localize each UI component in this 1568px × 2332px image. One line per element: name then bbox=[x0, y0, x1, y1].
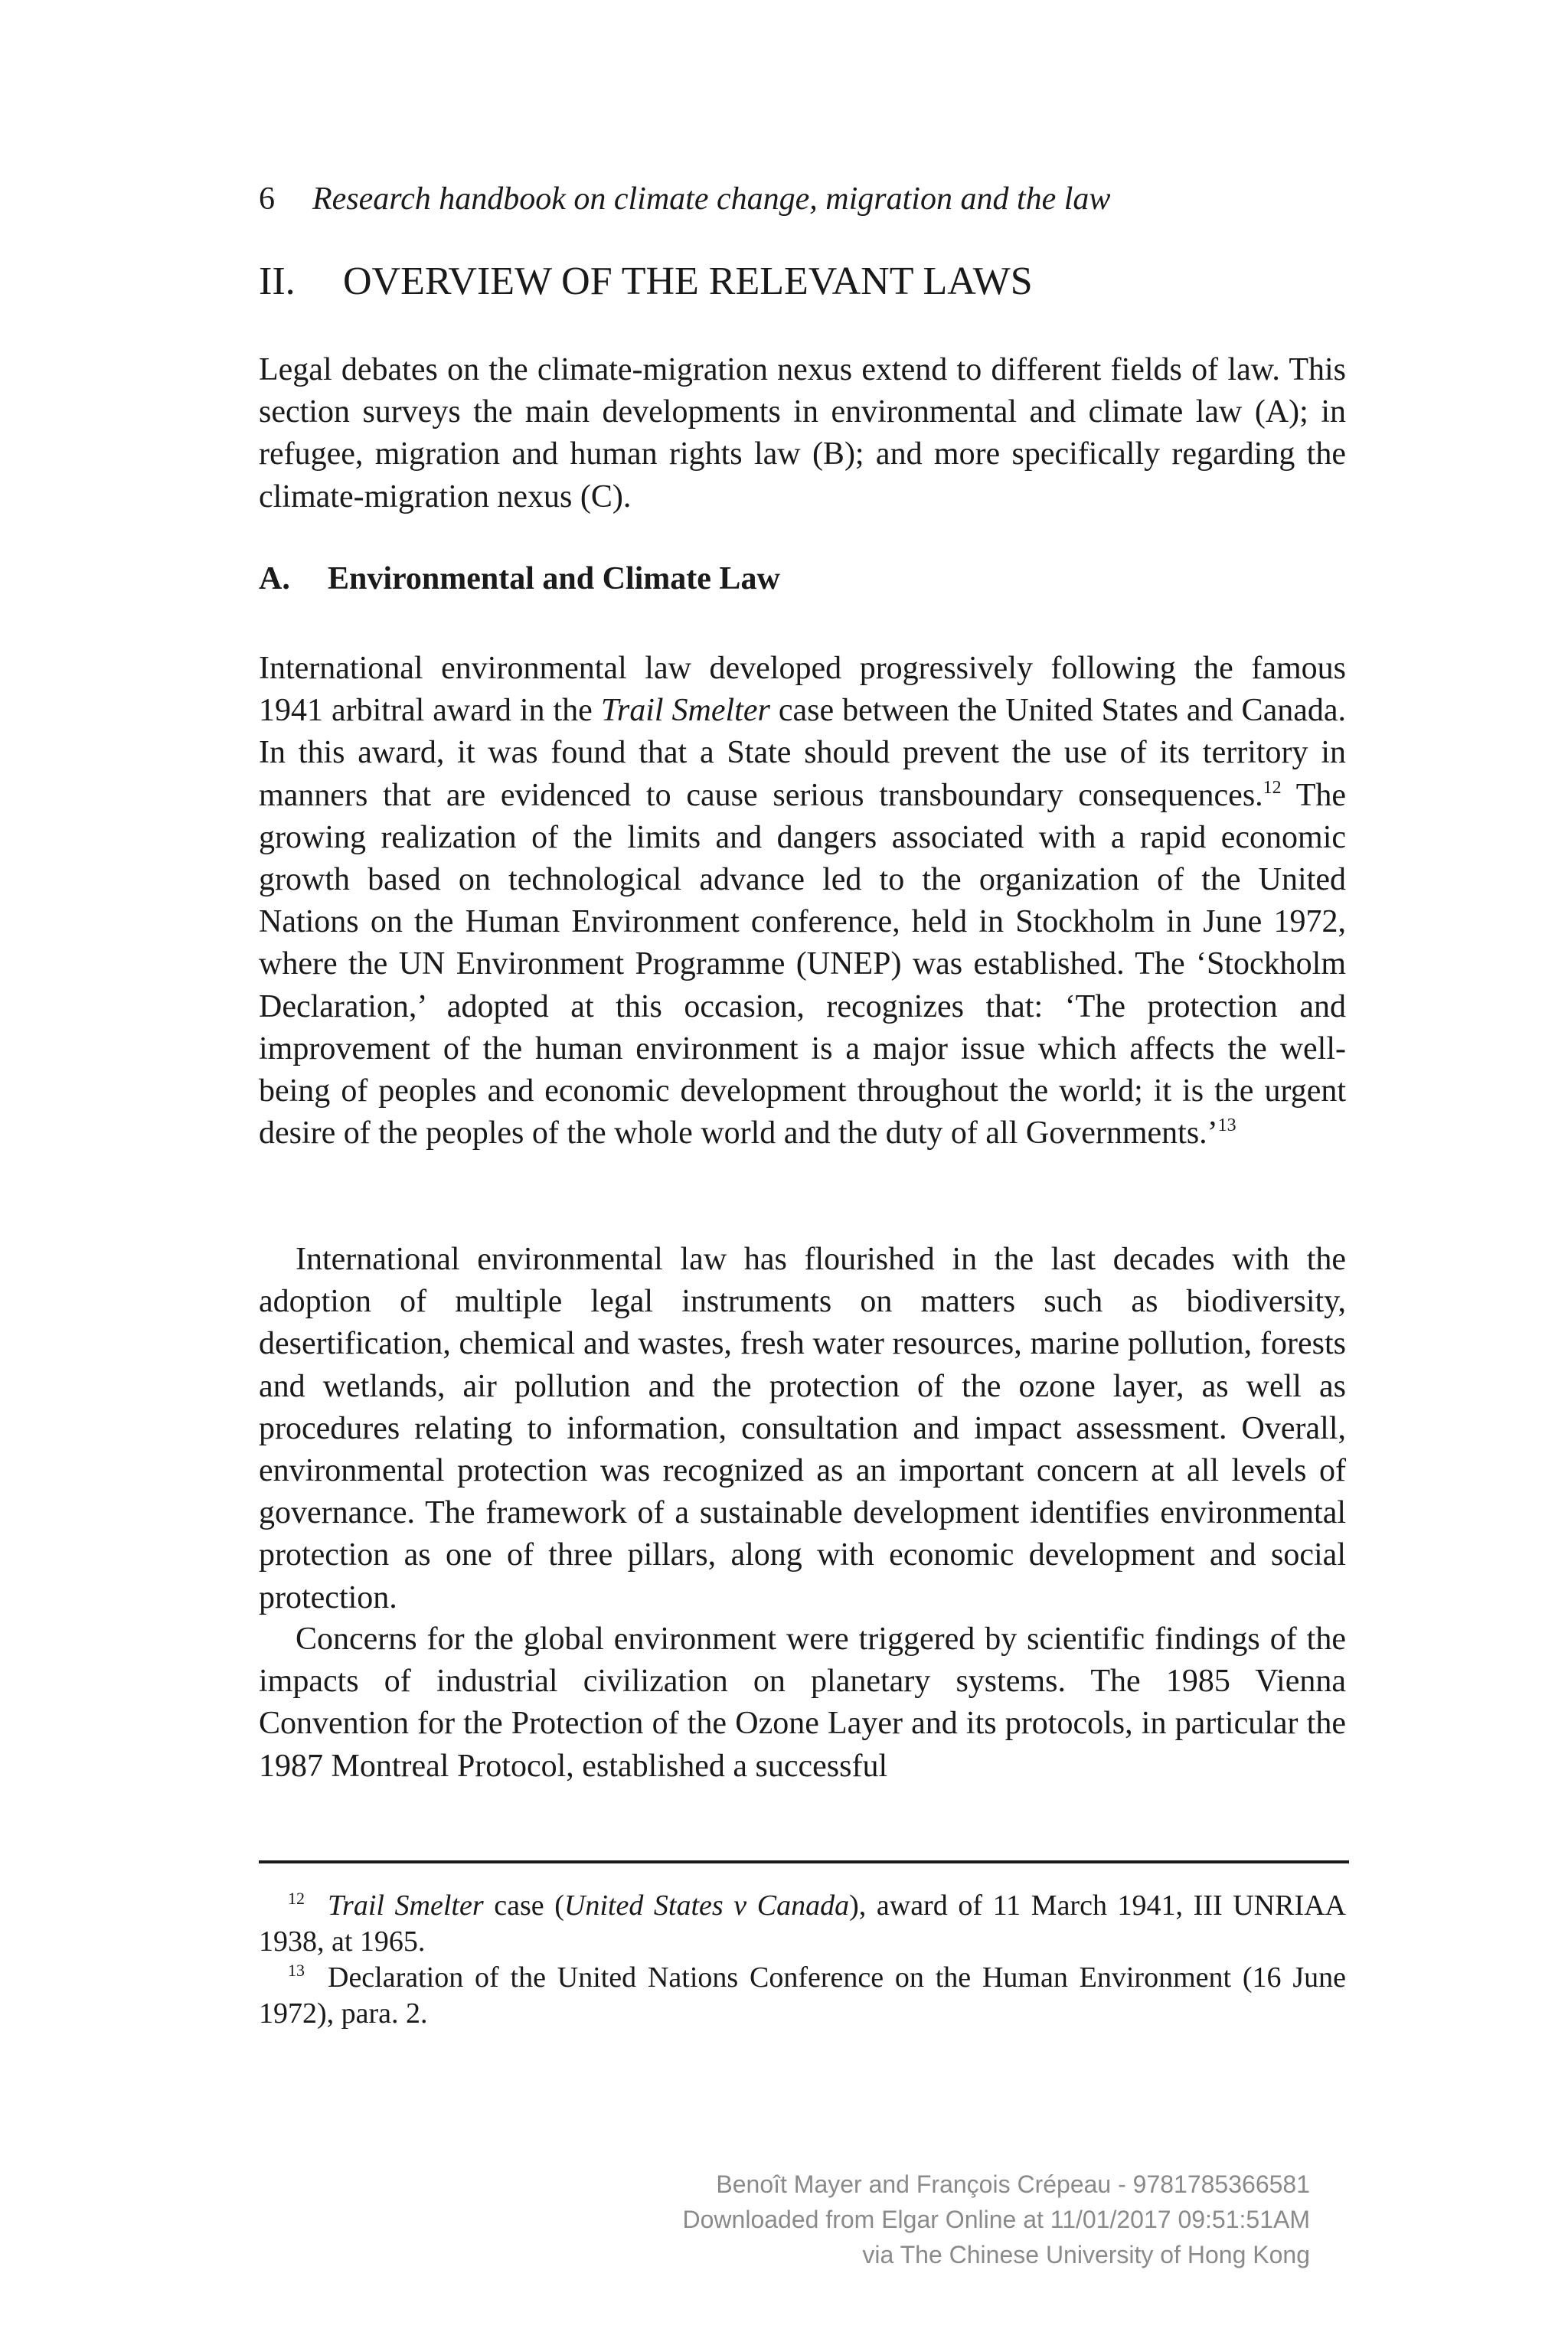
footnote-reference-13[interactable]: 13 bbox=[1217, 1115, 1236, 1136]
footnote-text: ), award of 11 March 1941, III UNRIAA 1938, at 1965. bbox=[259, 1889, 1347, 1958]
paragraph-text: International environmental law developed progressively following the famous 1941 arbitral award in the bbox=[259, 651, 1346, 729]
body-paragraph-2: International environmental law has flourished in the last decades with the adoption of multiple legal instruments on matters such as biodiversity, desertification, chemical and wastes, fresh water resources, marine pollution, forests and wetlands, air pollution and the protection of the ozone layer, as well as procedures relating to information, consultation and impact assessment. Overall, environmental protection was recognized as an important concern at all levels of governance. The framework of a sustainable development identifies environmental protection as one of three pillars, along with economic development and social protection. bbox=[259, 1242, 1346, 1615]
watermark-line: Downloaded from Elgar Online at 11/01/2017 09:51:51AM bbox=[682, 2206, 1310, 2233]
download-watermark bbox=[683, 2167, 1310, 2272]
body-paragraph-1 bbox=[259, 648, 1346, 1155]
footnote-13: $^{13}$ Declaration of the United Nations Conference on the Human Environment (16 June 1972), para. 2. bbox=[259, 1961, 1346, 2030]
subsection-heading bbox=[259, 557, 1346, 600]
footnote-italic: United States v Canada bbox=[564, 1889, 850, 1922]
subsection-title: Environmental and Climate Law bbox=[328, 561, 780, 596]
watermark-line: via The Chinese University of Hong Kong bbox=[862, 2241, 1310, 2268]
footnote-divider bbox=[259, 1860, 1349, 1863]
footnote-text: case ( bbox=[483, 1889, 564, 1922]
section-heading bbox=[259, 257, 1346, 306]
intro-paragraph: Legal debates on the climate-migration nexus extend to different fields of law. This section surveys the main developments in environmental and climate law (A); in refugee, migration and human rights law (B); and more specifically regarding the climate-migration nexus (C). bbox=[259, 352, 1346, 514]
paragraph-text: The growing realization of the limits and dangers associated with a rapid economic growth based on technological advance led to the organization of the United Nations on the Human Environment conference, held in Stockholm in June 1972, where the UN Environment Programme (UNEP) was established. The ‘Stockholm Declaration,’ adopted at this occasion, recognizes that: ‘The protection and improvement of the human environment is a major issue which affects the well-being of peoples and economic development throughout the world; it is the urgent desire of the peoples of the whole world and the duty of all Governments.’ bbox=[259, 777, 1346, 1151]
case-name: Trail Smelter bbox=[600, 693, 770, 729]
page-number: 6 bbox=[259, 181, 275, 217]
footnote-text: Declaration of the United Nations Conference on the Human Environment (16 June 1972), para. 2. bbox=[259, 1961, 1346, 2030]
section-number: II. bbox=[259, 260, 296, 303]
section-title: OVERVIEW OF THE RELEVANT LAWS bbox=[343, 260, 1033, 303]
subsection-letter: A. bbox=[259, 561, 290, 596]
running-head-title: Research handbook on climate change, migration and the law bbox=[312, 181, 1111, 217]
paragraph-text: case between the United States and Canada. In this award, it was found that a State should prevent the use of its territory in manners that are evidenced to cause serious transboundary consequences. bbox=[259, 693, 1346, 813]
footnote-reference-12[interactable]: 12 bbox=[1263, 777, 1282, 798]
watermark-line: Benoît Mayer and François Crépeau - 9781785366581 bbox=[716, 2170, 1310, 2198]
footnote-12: $^{12}$ Trail Smelter case (United States v Canada), award of 11 March 1941, III UNRIAA 1938, at 1965. bbox=[259, 1889, 1347, 1958]
running-head bbox=[259, 178, 1346, 220]
footnote-italic: Trail Smelter bbox=[328, 1889, 484, 1922]
body-paragraph-3: Concerns for the global environment were triggered by scientific findings of the impacts of industrial civilization on planetary systems. The 1985 Vienna Convention for the Protection of the Ozone Layer and its protocols, in particular the 1987 Montreal Protocol, established a successful bbox=[259, 1622, 1346, 1784]
